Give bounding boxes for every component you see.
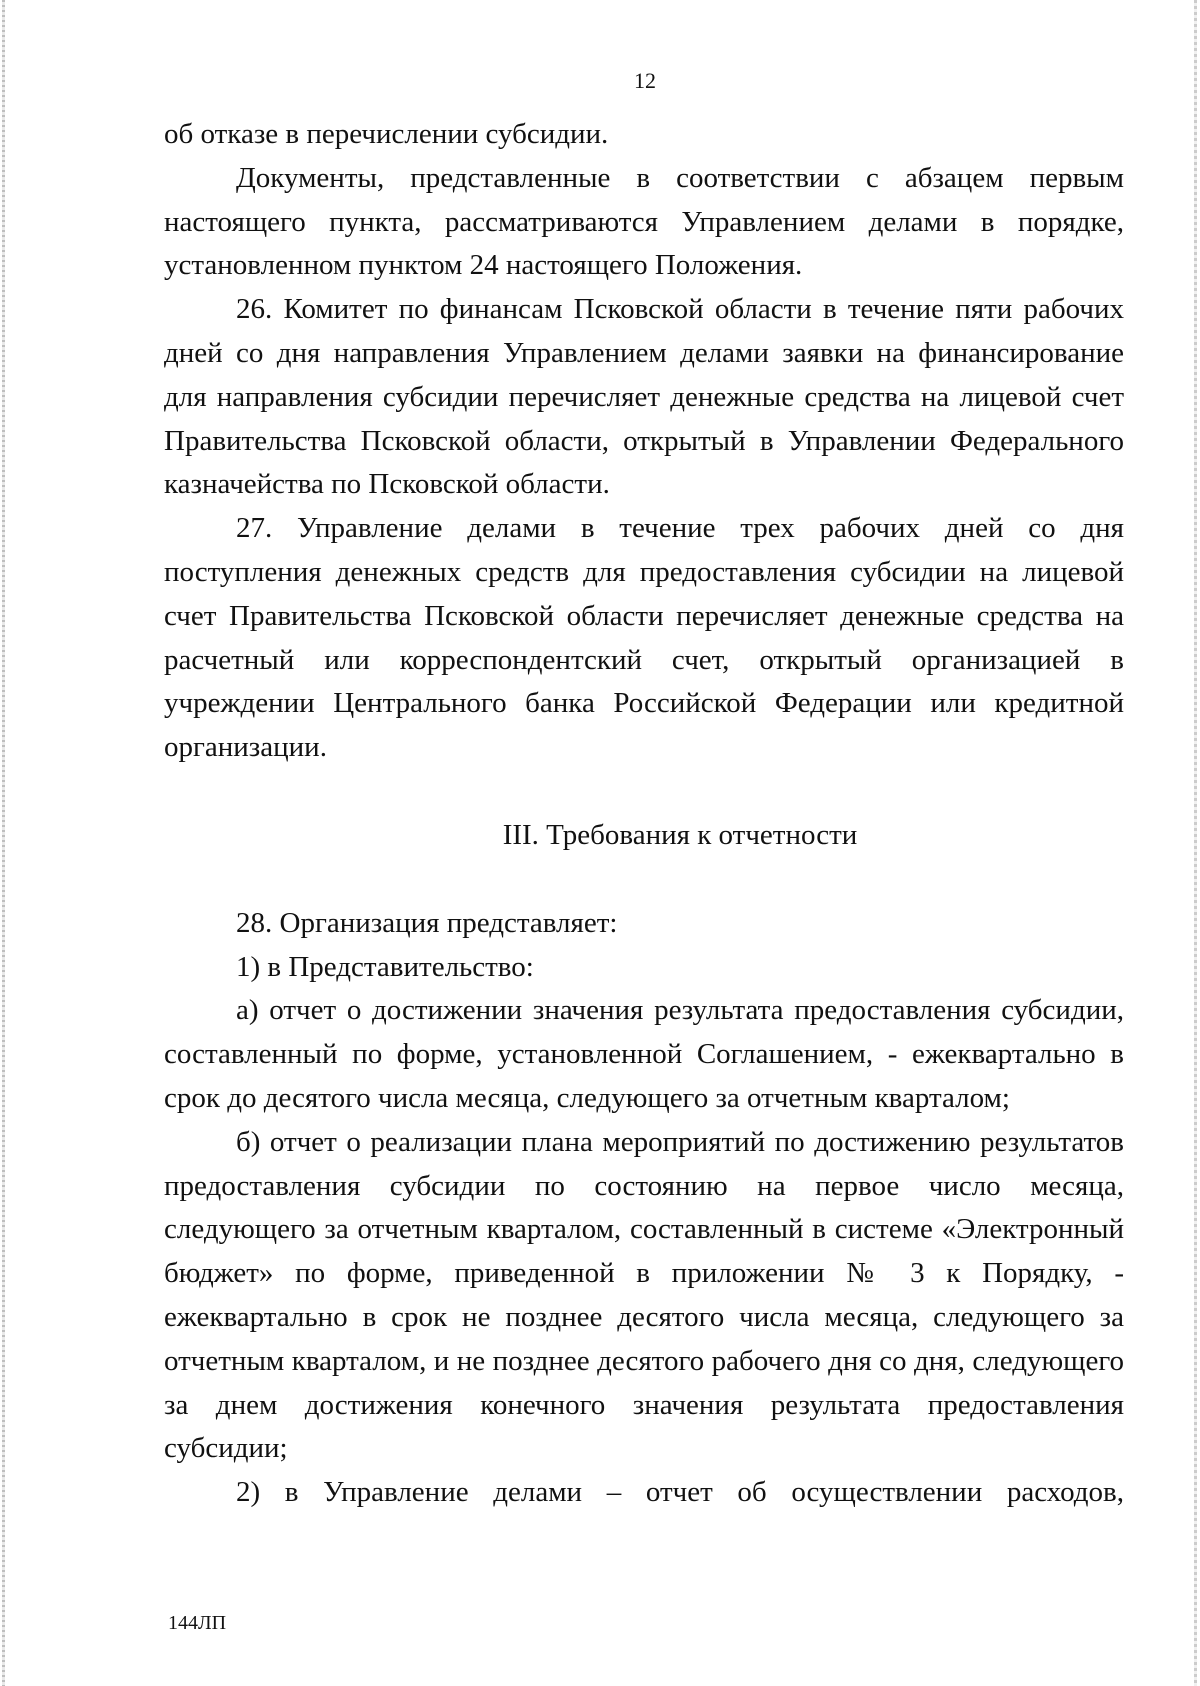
list-item-a: а) отчет о достижении значения результата предоставления субсидии, составленный по форме, установленной Соглашением, - ежеквартально в срок до десятого числа месяца, следующего за отчетным кварталом; <box>164 994 1124 1114</box>
paragraph-26: 26. Комитет по финансам Псковской области в течение пяти рабочих дней со дня направления Управлением делами заявки на финансирование для направления субсидии перечисляет денежные средства на лицевой счет Правительства Псковской области, открытый в Управлении Федерального казначейства по Псковской области. <box>164 293 1124 501</box>
list-item-2: 2) в Управление делами – отчет об осуществлении расходов, <box>236 1476 1124 1509</box>
list-item-1: 1) в Представительство: <box>236 950 534 983</box>
list-item-b: б) отчет о реализации плана мероприятий по достижению результатов предоставления субсидии по состоянию на первое число месяца, следующего за отчетным кварталом, составленный в системе «Электронный бюджет» по форме, приведенной в приложении № 3 к Порядку, - ежеквартально в срок не позднее десятого числа месяца, следующего за отчетным кварталом, и не позднее десятого рабочего дня со дня, следующего за днем достижения конечного значения результата предоставления субсидии; <box>164 1125 1124 1465</box>
paragraph-continuation: об отказе в перечислении субсидии. <box>164 118 609 150</box>
page-number: 12 <box>634 68 656 93</box>
section-heading: III. Требования к отчетности <box>502 818 858 851</box>
document-code: 144ЛП <box>168 1612 227 1634</box>
scan-edge-left <box>2 0 5 1686</box>
document-body <box>164 113 1124 1515</box>
spacer <box>164 858 1124 902</box>
spacer <box>164 770 1124 814</box>
paragraph-documents: Документы, представленные в соответствии с абзацем первым настоящего пункта, рассматриваются Управлением делами в порядке, установленном пунктом 24 настоящего Положения. <box>164 161 1124 282</box>
paragraph-28: 28. Организация представляет: <box>236 906 618 939</box>
scan-edge-right <box>1194 0 1197 1686</box>
paragraph-27: 27. Управление делами в течение трех рабочих дней со дня поступления денежных средств для предоставления субсидии на лицевой счет Правительства Псковской области перечисляет денежные средства на расчетный или корреспондентский счет, открытый организацией в учреждении Центрального банка Российской Федерации или кредитной организации. <box>164 512 1124 764</box>
